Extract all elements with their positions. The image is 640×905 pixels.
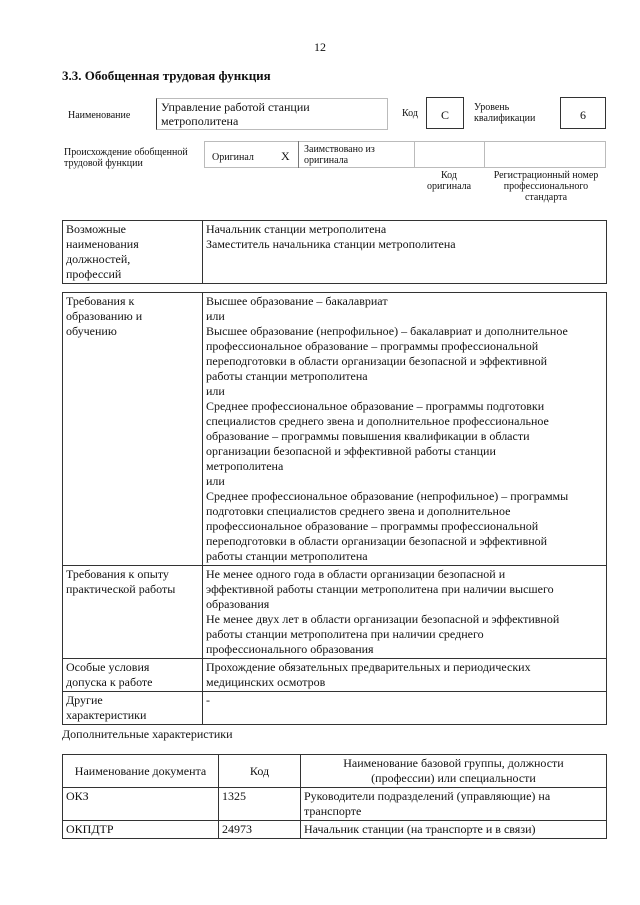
requirements-table (62, 292, 607, 725)
okpdtr-code: 24973 (219, 821, 301, 839)
education-label: Требования к образованию и обучению (63, 293, 203, 566)
header-document-name: Наименование документа (63, 755, 219, 788)
page-number: 12 (314, 40, 326, 54)
okpdtr-name: Начальник станции (на транспорте и в связи) (301, 821, 607, 839)
additional-title: Дополнительные характеристики (62, 727, 233, 741)
section-title: 3.3. Обобщенная трудовая функция (62, 68, 271, 83)
level-label: Уровень квалификации (474, 102, 536, 124)
other-value: - (203, 692, 607, 725)
header-code: Код (219, 755, 301, 788)
name-field (156, 98, 388, 130)
original-label: Оригинал (212, 152, 254, 163)
okz-code: 1325 (219, 788, 301, 821)
original-mark: X (281, 149, 290, 163)
other-label: Другие характеристики (63, 692, 203, 725)
table-row (63, 659, 607, 692)
table-row (63, 221, 607, 284)
origin-label: Происхождение обобщенной трудовой функции (64, 147, 188, 169)
education-value: Высшее образование – бакалавриат или Высшее образование (непрофильное) – бакалавриат и дополнительное профессиональное образование – программы профессиональной переподготовки в области организации безопасной и эффективной работы станции метрополитена или Среднее профессиональное образование – программы подготовки специалистов среднего звена и дополнительное профессиональное образование – программы повышения квалификации в области организации безопасной и эффективной работы станции метрополитена или Среднее профессиональное образование (непрофильное) – программы подготовки специалистов среднего звена и дополнительное профессиональное образование – программы профессиональной переподготовки в области организации безопасной и эффективной работы станции метрополитена (203, 293, 607, 566)
code-original-caption: Код оригинала (426, 170, 472, 192)
okz-name: Руководители подразделений (управляющие) на транспорте (301, 788, 607, 821)
level-value: 6 (580, 108, 586, 122)
name-value: Управление работой станции метрополитена (161, 100, 310, 128)
code-field (426, 97, 464, 129)
admission-label: Особые условия допуска к работе (63, 659, 203, 692)
table-row (63, 788, 607, 821)
okpdtr-doc: ОКПДТР (63, 821, 219, 839)
positions-table (62, 220, 607, 284)
table-row (63, 755, 607, 788)
admission-value: Прохождение обязательных предварительных и периодических медицинских осмотров (203, 659, 607, 692)
header-group-name: Наименование базовой группы, должности (профессии) или специальности (301, 755, 607, 788)
additional-table (62, 754, 607, 839)
experience-label: Требования к опыту практической работы (63, 566, 203, 659)
experience-value: Не менее одного года в области организации безопасной и эффективной работы станции метрополитена при наличии высшего образования Не менее двух лет в области организации безопасной и эффективной работы станции метрополитена при наличии среднего профессионального образования (203, 566, 607, 659)
positions-label: Возможные наименования должностей, профессий (63, 221, 203, 284)
code-value: С (440, 108, 449, 122)
code-label: Код (402, 108, 418, 119)
origin-divider (298, 141, 299, 168)
registration-number-caption: Регистрационный номер профессионального стандарта (493, 170, 599, 203)
positions-value: Начальник станции метрополитена Заместитель начальника станции метрополитена (203, 221, 607, 284)
table-row (63, 293, 607, 566)
origin-divider-3 (484, 141, 485, 168)
name-label: Наименование (68, 110, 131, 121)
origin-box (204, 141, 606, 168)
origin-divider-2 (414, 141, 415, 168)
level-field (560, 97, 606, 129)
table-row (63, 566, 607, 659)
borrowed-label: Заимствовано из оригинала (304, 144, 375, 166)
table-row (63, 692, 607, 725)
table-row (63, 821, 607, 839)
okz-doc: ОКЗ (63, 788, 219, 821)
